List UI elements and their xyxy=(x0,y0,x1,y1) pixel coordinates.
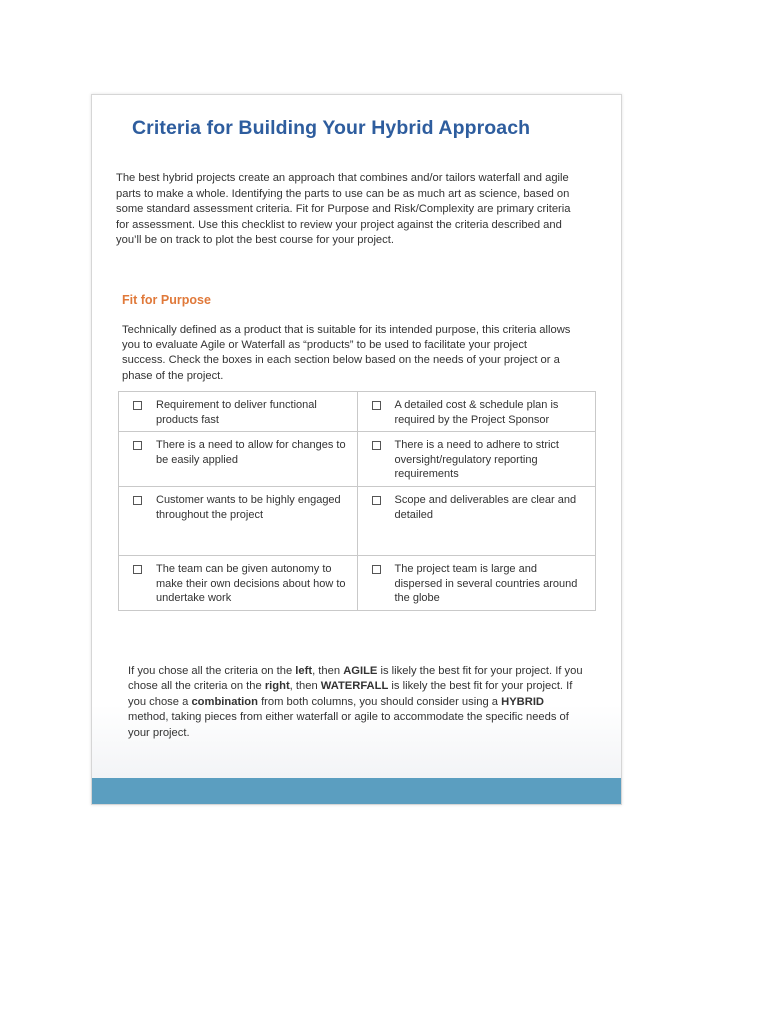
footer-bar xyxy=(92,778,621,804)
table-row xyxy=(119,392,596,432)
checkbox[interactable] xyxy=(133,496,142,505)
checkbox[interactable] xyxy=(133,401,142,410)
table-row xyxy=(119,487,596,556)
intro-paragraph: The best hybrid projects create an approach that combines and/or tailors waterfall and agile parts to make a whole. Identifying the parts to use can be as much art as science, based on some standard assessment criteria. Fit for Purpose and Risk/Complexity are primary criteria for assessment. Use this checklist to review your project against the criteria described and you’ll be on track to plot the best course for your project. xyxy=(116,172,571,247)
checkbox[interactable] xyxy=(372,565,381,574)
conclusion-bold: HYBRID xyxy=(501,695,545,708)
criteria-cell-left xyxy=(119,432,358,487)
criteria-text: There is a need to adhere to strict oversight/regulatory reporting requirements xyxy=(394,439,559,481)
criteria-cell-left xyxy=(119,556,358,611)
criteria-text: Customer wants to be highly engaged throughout the project xyxy=(156,494,341,521)
conclusion-text: , then xyxy=(312,665,344,677)
criteria-cell-right xyxy=(357,487,596,556)
conclusion-text: method, taking pieces from either waterfall or agile to accommodate the specific needs of your project. xyxy=(128,711,569,739)
criteria-text: A detailed cost & schedule plan is required by the Project Sponsor xyxy=(394,399,559,426)
criteria-table xyxy=(118,391,596,611)
criteria-text: The team can be given autonomy to make their own decisions about how to undertake work xyxy=(156,563,346,605)
conclusion-text: , then xyxy=(289,680,321,693)
table-row xyxy=(119,432,596,487)
criteria-cell-right xyxy=(357,432,596,487)
conclusion-paragraph xyxy=(128,664,586,741)
section-heading: Fit for Purpose xyxy=(122,293,211,307)
conclusion-bold: left xyxy=(295,665,313,677)
criteria-cell-right xyxy=(357,556,596,611)
document-page xyxy=(91,94,622,805)
conclusion-bold: WATERFALL xyxy=(320,680,389,693)
conclusion-bold: combination xyxy=(191,695,258,708)
conclusion-bold: right xyxy=(264,680,290,693)
conclusion-text: from both columns, you should consider using a xyxy=(257,695,502,708)
criteria-cell-left xyxy=(119,487,358,556)
page-title: Criteria for Building Your Hybrid Approach xyxy=(132,117,531,139)
checkbox[interactable] xyxy=(372,496,381,505)
criteria-cell-left xyxy=(119,392,358,432)
criteria-text: There is a need to allow for changes to be easily applied xyxy=(156,439,346,466)
criteria-cell-right xyxy=(357,392,596,432)
checkbox[interactable] xyxy=(372,441,381,450)
conclusion-text: is likely the best fit for your project. If you chose all the criteria on the xyxy=(128,665,583,693)
conclusion-text: If you chose all the criteria on the xyxy=(128,665,296,677)
checkbox[interactable] xyxy=(133,441,142,450)
conclusion-text: is likely the best fit for your project. If you chose a xyxy=(128,680,573,708)
criteria-text: The project team is large and dispersed in several countries around the globe xyxy=(394,563,578,605)
section-description: Technically defined as a product that is suitable for its intended purpose, this criteria allows you to evaluate Agile or Waterfall as “products” to be used to facilitate your project success. Check the boxes in each section below based on the needs of your project or a phase of the project. xyxy=(122,324,571,382)
conclusion-bold: AGILE xyxy=(343,665,378,677)
checkbox[interactable] xyxy=(372,401,381,410)
table-row xyxy=(119,556,596,611)
checkbox[interactable] xyxy=(133,565,142,574)
criteria-text: Requirement to deliver functional products fast xyxy=(156,399,317,426)
criteria-text: Scope and deliverables are clear and detailed xyxy=(394,494,577,521)
